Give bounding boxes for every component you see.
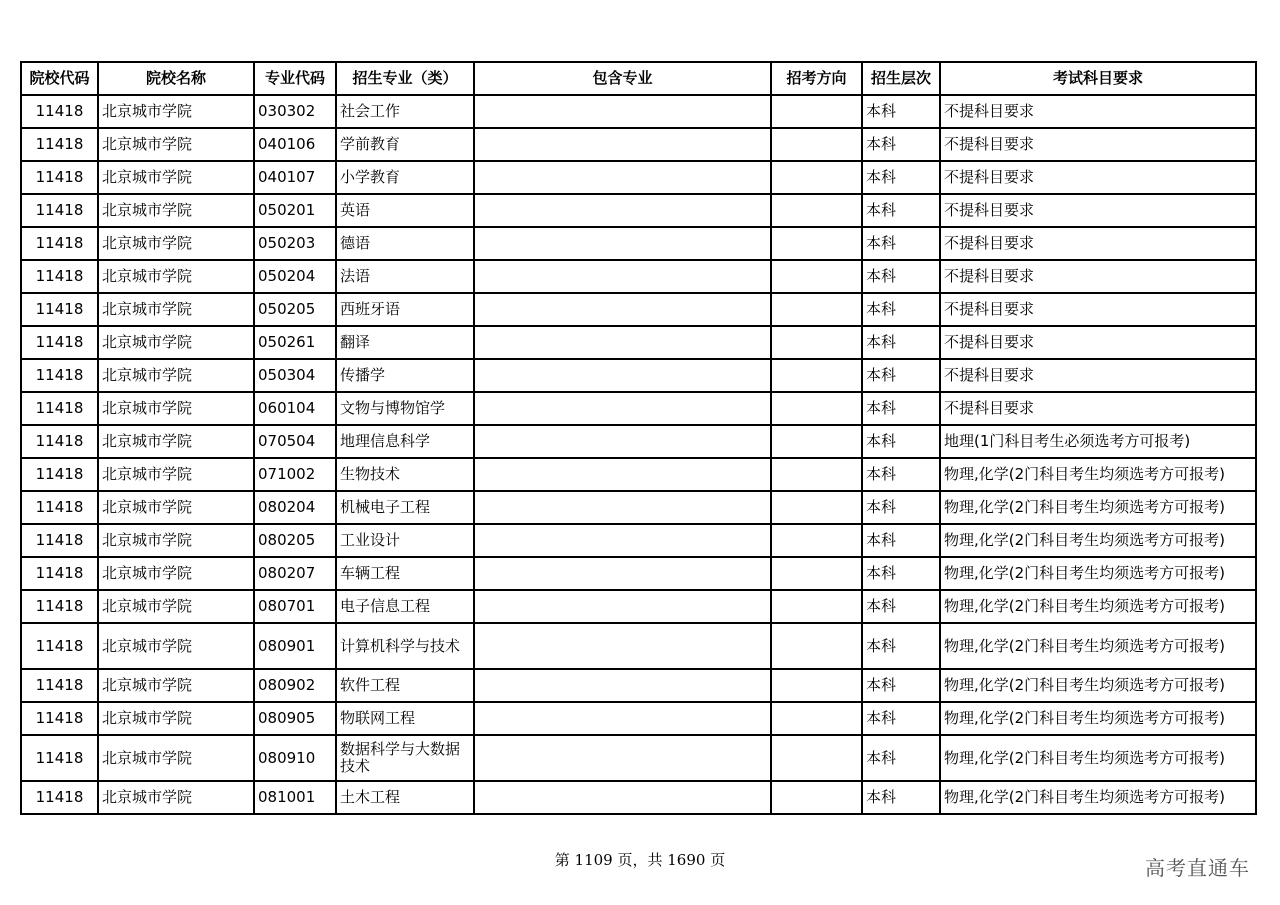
cell-major: 社会工作 [336,95,474,128]
cell-school-name: 北京城市学院 [98,260,254,293]
cell-level: 本科 [862,128,940,161]
cell-requirement: 不提科目要求 [940,227,1256,260]
cell-requirement: 地理(1门科目考生必须选考方可报考) [940,425,1256,458]
watermark: 高考直通车 [1145,856,1250,880]
table-row [21,524,1256,557]
cell-school-code: 11418 [21,458,98,491]
cell-requirement: 物理,化学(2门科目考生均须选考方可报考) [940,491,1256,524]
cell-level: 本科 [862,781,940,814]
table-row [21,161,1256,194]
cell-school-code: 11418 [21,359,98,392]
cell-direction [771,458,862,491]
cell-school-code: 11418 [21,326,98,359]
cell-included-majors [474,491,771,524]
cell-direction [771,359,862,392]
cell-direction [771,95,862,128]
table-row [21,781,1256,814]
cell-included-majors [474,557,771,590]
cell-included-majors [474,781,771,814]
table-row [21,623,1256,669]
cell-school-code: 11418 [21,194,98,227]
cell-requirement: 不提科目要求 [940,326,1256,359]
cell-school-name: 北京城市学院 [98,524,254,557]
cell-major: 车辆工程 [336,557,474,590]
table-row [21,326,1256,359]
cell-school-code: 11418 [21,392,98,425]
cell-included-majors [474,95,771,128]
cell-school-name: 北京城市学院 [98,326,254,359]
cell-major-code: 060104 [254,392,336,425]
cell-included-majors [474,293,771,326]
cell-level: 本科 [862,557,940,590]
cell-school-code: 11418 [21,590,98,623]
cell-school-name: 北京城市学院 [98,702,254,735]
admissions-table [20,61,1257,815]
header-major: 招生专业（类） [336,62,474,95]
cell-level: 本科 [862,326,940,359]
cell-major: 软件工程 [336,669,474,702]
cell-major: 德语 [336,227,474,260]
cell-included-majors [474,735,771,781]
cell-major: 翻译 [336,326,474,359]
cell-major: 物联网工程 [336,702,474,735]
table-row [21,260,1256,293]
cell-direction [771,293,862,326]
table-row [21,392,1256,425]
cell-school-name: 北京城市学院 [98,491,254,524]
cell-requirement: 不提科目要求 [940,392,1256,425]
cell-included-majors [474,194,771,227]
cell-major-code: 080902 [254,669,336,702]
header-major-code: 专业代码 [254,62,336,95]
cell-school-code: 11418 [21,623,98,669]
cell-requirement: 不提科目要求 [940,194,1256,227]
cell-direction [771,227,862,260]
cell-major-code: 040107 [254,161,336,194]
cell-requirement: 物理,化学(2门科目考生均须选考方可报考) [940,669,1256,702]
cell-major: 地理信息科学 [336,425,474,458]
table-row [21,702,1256,735]
cell-major: 数据科学与大数据技术 [336,735,474,781]
cell-major: 工业设计 [336,524,474,557]
cell-major: 土木工程 [336,781,474,814]
cell-major-code: 050205 [254,293,336,326]
cell-requirement: 不提科目要求 [940,161,1256,194]
cell-level: 本科 [862,735,940,781]
cell-major: 英语 [336,194,474,227]
cell-school-name: 北京城市学院 [98,458,254,491]
cell-school-code: 11418 [21,735,98,781]
cell-major-code: 080901 [254,623,336,669]
header-school-code: 院校代码 [21,62,98,95]
cell-school-name: 北京城市学院 [98,623,254,669]
cell-school-code: 11418 [21,161,98,194]
cell-school-name: 北京城市学院 [98,425,254,458]
cell-school-code: 11418 [21,95,98,128]
cell-requirement: 物理,化学(2门科目考生均须选考方可报考) [940,590,1256,623]
cell-school-code: 11418 [21,557,98,590]
cell-major-code: 080205 [254,524,336,557]
cell-included-majors [474,326,771,359]
cell-school-code: 11418 [21,260,98,293]
table-row [21,95,1256,128]
cell-direction [771,557,862,590]
table-row [21,557,1256,590]
table-row [21,227,1256,260]
cell-major: 机械电子工程 [336,491,474,524]
cell-requirement: 物理,化学(2门科目考生均须选考方可报考) [940,458,1256,491]
cell-included-majors [474,359,771,392]
cell-major-code: 050261 [254,326,336,359]
cell-school-name: 北京城市学院 [98,128,254,161]
cell-requirement: 不提科目要求 [940,260,1256,293]
header-school-name: 院校名称 [98,62,254,95]
cell-requirement: 物理,化学(2门科目考生均须选考方可报考) [940,623,1256,669]
table-header [21,62,1256,95]
cell-requirement: 不提科目要求 [940,293,1256,326]
cell-major: 法语 [336,260,474,293]
table-body [21,95,1256,814]
cell-school-name: 北京城市学院 [98,359,254,392]
cell-level: 本科 [862,590,940,623]
table-row [21,735,1256,781]
cell-major-code: 080905 [254,702,336,735]
cell-major: 小学教育 [336,161,474,194]
cell-level: 本科 [862,227,940,260]
cell-level: 本科 [862,458,940,491]
cell-level: 本科 [862,359,940,392]
cell-major-code: 040106 [254,128,336,161]
cell-level: 本科 [862,524,940,557]
cell-major: 电子信息工程 [336,590,474,623]
cell-level: 本科 [862,161,940,194]
cell-level: 本科 [862,293,940,326]
cell-school-code: 11418 [21,128,98,161]
cell-included-majors [474,669,771,702]
cell-direction [771,781,862,814]
cell-school-code: 11418 [21,293,98,326]
cell-school-name: 北京城市学院 [98,293,254,326]
cell-direction [771,194,862,227]
cell-level: 本科 [862,669,940,702]
table-row [21,491,1256,524]
header-direction: 招考方向 [771,62,862,95]
cell-direction [771,590,862,623]
cell-level: 本科 [862,260,940,293]
cell-included-majors [474,458,771,491]
table-row [21,458,1256,491]
table-row [21,293,1256,326]
cell-requirement: 不提科目要求 [940,128,1256,161]
header-included-majors: 包含专业 [474,62,771,95]
cell-level: 本科 [862,623,940,669]
cell-school-code: 11418 [21,702,98,735]
cell-direction [771,669,862,702]
table-row [21,194,1256,227]
cell-major-code: 081001 [254,781,336,814]
cell-direction [771,161,862,194]
cell-requirement: 物理,化学(2门科目考生均须选考方可报考) [940,702,1256,735]
cell-school-code: 11418 [21,227,98,260]
cell-level: 本科 [862,702,940,735]
cell-major-code: 071002 [254,458,336,491]
cell-school-code: 11418 [21,491,98,524]
cell-direction [771,623,862,669]
table-row [21,669,1256,702]
cell-level: 本科 [862,392,940,425]
table-row [21,359,1256,392]
cell-direction [771,326,862,359]
cell-school-name: 北京城市学院 [98,590,254,623]
cell-major: 文物与博物馆学 [336,392,474,425]
cell-school-name: 北京城市学院 [98,227,254,260]
cell-major-code: 030302 [254,95,336,128]
cell-requirement: 不提科目要求 [940,95,1256,128]
cell-school-name: 北京城市学院 [98,161,254,194]
cell-school-name: 北京城市学院 [98,95,254,128]
cell-included-majors [474,425,771,458]
cell-school-code: 11418 [21,781,98,814]
cell-direction [771,260,862,293]
cell-requirement: 物理,化学(2门科目考生均须选考方可报考) [940,781,1256,814]
cell-school-name: 北京城市学院 [98,735,254,781]
cell-requirement: 物理,化学(2门科目考生均须选考方可报考) [940,524,1256,557]
cell-included-majors [474,128,771,161]
cell-requirement: 不提科目要求 [940,359,1256,392]
cell-direction [771,702,862,735]
cell-school-code: 11418 [21,425,98,458]
cell-direction [771,128,862,161]
cell-major-code: 080207 [254,557,336,590]
cell-major-code: 070504 [254,425,336,458]
cell-included-majors [474,260,771,293]
cell-major-code: 050304 [254,359,336,392]
cell-level: 本科 [862,95,940,128]
cell-major: 学前教育 [336,128,474,161]
table-row [21,425,1256,458]
cell-major: 传播学 [336,359,474,392]
header-row [21,62,1256,95]
cell-included-majors [474,590,771,623]
header-requirement: 考试科目要求 [940,62,1256,95]
cell-included-majors [474,392,771,425]
table-row [21,590,1256,623]
cell-major-code: 080701 [254,590,336,623]
cell-included-majors [474,702,771,735]
cell-level: 本科 [862,425,940,458]
cell-major: 生物技术 [336,458,474,491]
cell-school-name: 北京城市学院 [98,392,254,425]
cell-level: 本科 [862,194,940,227]
cell-major: 西班牙语 [336,293,474,326]
cell-direction [771,735,862,781]
cell-direction [771,392,862,425]
cell-direction [771,425,862,458]
header-level: 招生层次 [862,62,940,95]
cell-direction [771,491,862,524]
cell-major: 计算机科学与技术 [336,623,474,669]
cell-requirement: 物理,化学(2门科目考生均须选考方可报考) [940,735,1256,781]
cell-school-code: 11418 [21,524,98,557]
cell-major-code: 080910 [254,735,336,781]
cell-included-majors [474,623,771,669]
cell-included-majors [474,161,771,194]
cell-major-code: 050203 [254,227,336,260]
cell-school-name: 北京城市学院 [98,781,254,814]
cell-included-majors [474,524,771,557]
cell-school-name: 北京城市学院 [98,669,254,702]
cell-major-code: 050201 [254,194,336,227]
page-number: 第 1109 页，共 1690 页 [554,851,726,869]
cell-included-majors [474,227,771,260]
cell-school-name: 北京城市学院 [98,557,254,590]
cell-major-code: 080204 [254,491,336,524]
cell-major-code: 050204 [254,260,336,293]
table-row [21,128,1256,161]
cell-direction [771,524,862,557]
cell-school-code: 11418 [21,669,98,702]
cell-school-name: 北京城市学院 [98,194,254,227]
cell-level: 本科 [862,491,940,524]
cell-requirement: 物理,化学(2门科目考生均须选考方可报考) [940,557,1256,590]
